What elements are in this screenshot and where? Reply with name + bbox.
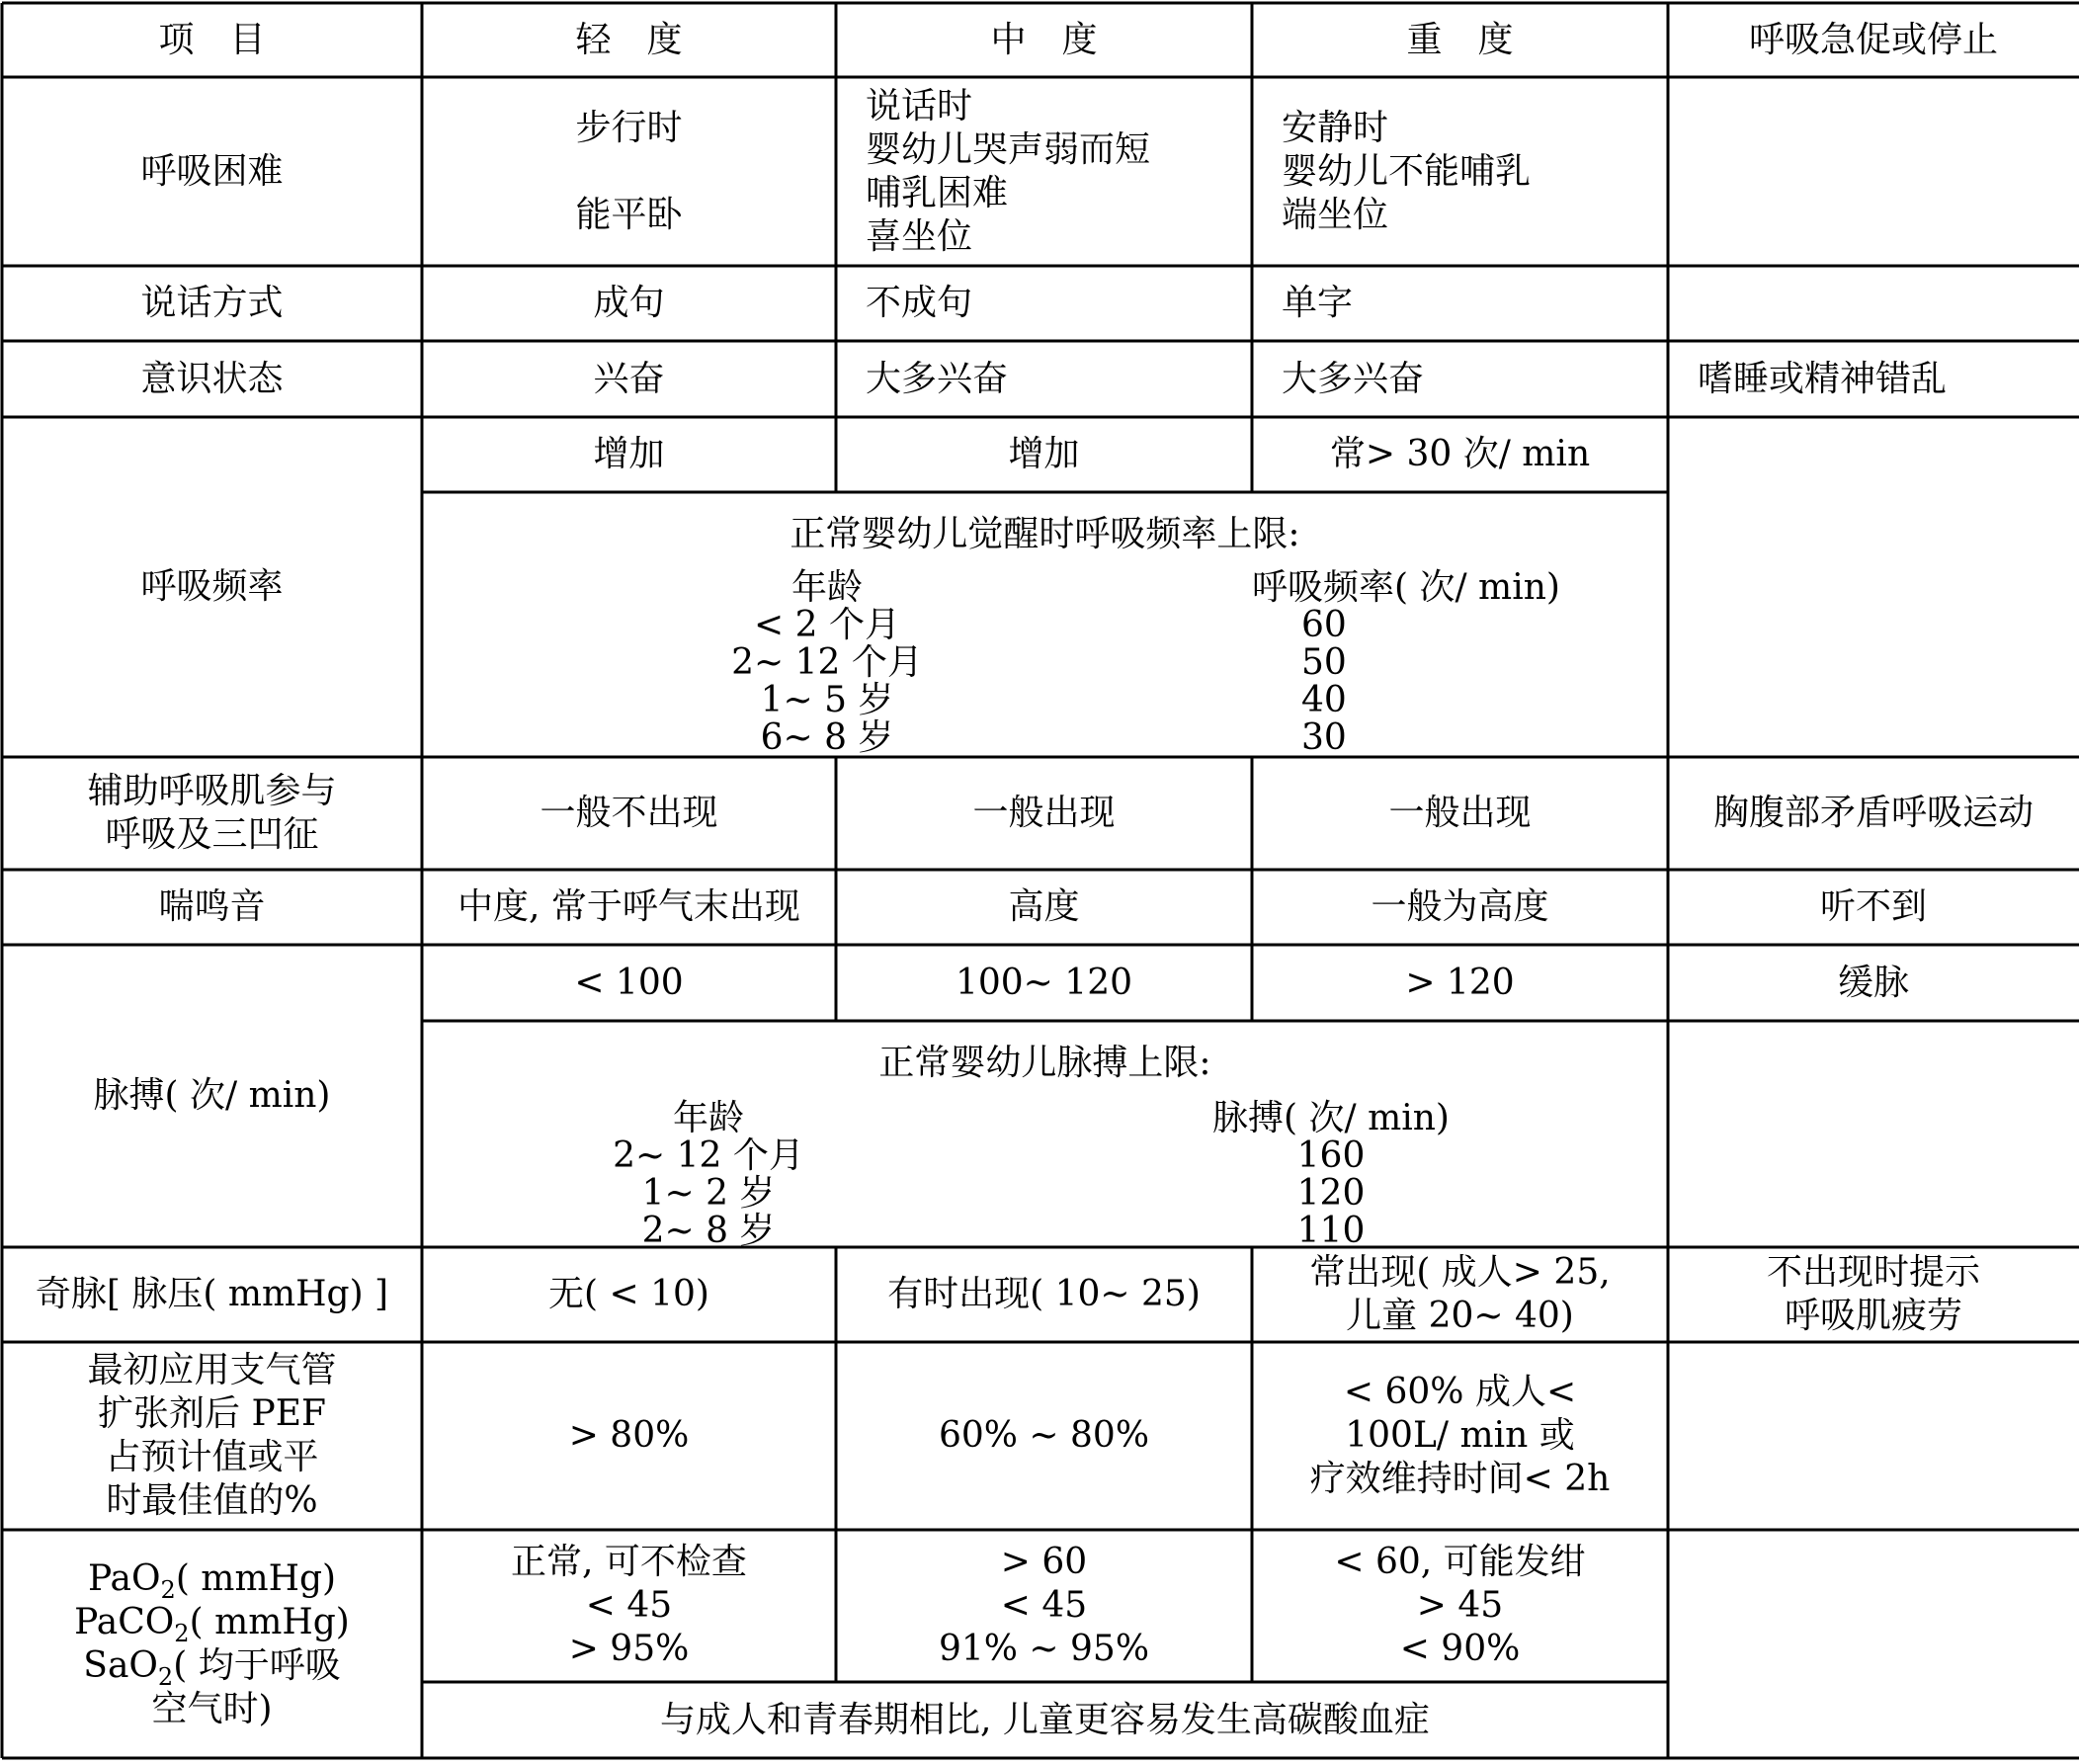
dyspnea-imminent bbox=[1668, 77, 2079, 266]
pulse-reference bbox=[422, 1021, 1668, 1247]
header-item: 项 目 bbox=[158, 19, 266, 60]
pef-moderate: 60% ~ 80% bbox=[938, 1415, 1150, 1456]
header-mild: 轻 度 bbox=[575, 19, 683, 60]
label-paco2: PaCO$_2$( mmHg) bbox=[74, 1601, 350, 1647]
label-sao2: SaO$_2$( 均于呼吸 bbox=[83, 1644, 341, 1691]
pulse-age-header: 年龄 bbox=[672, 1098, 744, 1138]
resp-rate-value: 60 bbox=[1301, 605, 1347, 645]
resp-rate-age-value: 1~ 5 岁 bbox=[760, 680, 894, 720]
accessory-severe: 一般出现 bbox=[1388, 793, 1532, 833]
pulse-reference-imminent bbox=[1668, 1021, 2079, 1247]
paradox-mild: 无( < 10) bbox=[548, 1274, 709, 1314]
blood-gas-imminent bbox=[1668, 1530, 2079, 1758]
header-imminent: 呼吸急促或停止 bbox=[1748, 19, 1998, 60]
pulse-mild: < 100 bbox=[574, 962, 684, 1003]
resp-rate-mild: 增加 bbox=[593, 434, 665, 474]
consciousness-mild: 兴奋 bbox=[593, 358, 665, 399]
resp-rate-value-header: 呼吸频率( 次/ min) bbox=[1252, 567, 1560, 608]
pulse-age-value: 2~ 8 岁 bbox=[641, 1211, 776, 1247]
row-label-wheeze: 喘鸣音 bbox=[158, 886, 266, 927]
resp-rate-age-value: 6~ 8 岁 bbox=[760, 717, 894, 757]
row-label-pulse: 脉搏( 次/ min) bbox=[93, 1075, 331, 1116]
resp-rate-severe: 常> 30 次/ min bbox=[1329, 434, 1591, 474]
blood-gas-mild: 正常, 可不检查 < 45 > 95% bbox=[511, 1542, 747, 1669]
resp-rate-age-value: 2~ 12 个月 bbox=[731, 642, 923, 683]
accessory-mild: 一般不出现 bbox=[540, 793, 718, 833]
consciousness-moderate: 大多兴奋 bbox=[866, 358, 1009, 399]
pef-mild: > 80% bbox=[568, 1415, 690, 1456]
wheeze-mild: 中度, 常于呼气末出现 bbox=[457, 886, 800, 927]
pulse-value-header: 脉搏( 次/ min) bbox=[1212, 1098, 1450, 1138]
header-moderate: 中 度 bbox=[990, 19, 1098, 60]
pulse-age-value: 2~ 12 个月 bbox=[613, 1135, 804, 1176]
paradox-moderate: 有时出现( 10~ 25) bbox=[887, 1274, 1201, 1314]
row-label-paradox: 奇脉[ 脉压( mmHg) ] bbox=[35, 1274, 389, 1314]
pulse-imminent: 缓脉 bbox=[1837, 962, 1909, 1003]
resp-rate-reference-title: 正常婴幼儿觉醒时呼吸频率上限: bbox=[790, 514, 1300, 554]
speech-severe: 单字 bbox=[1282, 283, 1354, 323]
resp-rate-value: 50 bbox=[1301, 642, 1347, 683]
pef-severe: < 60% 成人< 100L/ min 或 疗效维持时间< 2h bbox=[1309, 1372, 1611, 1499]
pulse-reference-title: 正常婴幼儿脉搏上限: bbox=[878, 1043, 1211, 1083]
row-label-accessory: 辅助呼吸肌参与 呼吸及三凹征 bbox=[87, 771, 337, 855]
pulse-value-column bbox=[1203, 1100, 1459, 1247]
resp-rate-imminent bbox=[1668, 417, 2079, 757]
resp-rate-value-column bbox=[1252, 569, 1558, 757]
paradox-imminent: 不出现时提示 呼吸肌疲劳 bbox=[1766, 1252, 1980, 1336]
consciousness-severe: 大多兴奋 bbox=[1282, 358, 1425, 399]
consciousness-imminent: 嗜睡或精神错乱 bbox=[1698, 358, 1948, 399]
label-pao2: PaO$_2$( mmHg) bbox=[87, 1557, 337, 1604]
speech-moderate: 不成句 bbox=[866, 283, 973, 323]
pulse-moderate: 100~ 120 bbox=[955, 962, 1133, 1003]
resp-rate-moderate: 增加 bbox=[1008, 434, 1080, 474]
pef-imminent bbox=[1668, 1342, 2079, 1530]
pulse-value: 160 bbox=[1296, 1135, 1366, 1176]
resp-rate-reference bbox=[422, 492, 1668, 757]
wheeze-moderate: 高度 bbox=[1008, 886, 1080, 927]
resp-rate-value: 30 bbox=[1301, 717, 1347, 757]
pulse-value: 120 bbox=[1296, 1173, 1366, 1214]
resp-rate-age-column bbox=[689, 569, 965, 757]
resp-rate-age-value: < 2 个月 bbox=[754, 605, 900, 645]
row-label-resp-rate: 呼吸频率 bbox=[140, 566, 284, 607]
pulse-severe: > 120 bbox=[1405, 962, 1515, 1003]
blood-gas-note: 与成人和青春期相比, 儿童更容易发生高碳酸血症 bbox=[660, 1699, 1430, 1740]
wheeze-imminent: 听不到 bbox=[1819, 886, 1927, 927]
speech-mild: 成句 bbox=[593, 283, 665, 323]
pulse-value: 110 bbox=[1296, 1211, 1366, 1247]
blood-gas-moderate: > 60 < 45 91% ~ 95% bbox=[938, 1542, 1150, 1669]
row-label-pef: 最初应用支气管 扩张剂后 PEF 占预计值或平 时最佳值的% bbox=[87, 1350, 337, 1521]
header-severe: 重 度 bbox=[1406, 19, 1514, 60]
dyspnea-severe: 安静时 婴幼儿不能哺乳 端坐位 bbox=[1282, 107, 1532, 235]
accessory-imminent: 胸腹部矛盾呼吸运动 bbox=[1712, 793, 2034, 833]
dyspnea-moderate: 说话时 婴幼儿哭声弱而短 哺乳困难 喜坐位 bbox=[866, 85, 1151, 257]
accessory-moderate: 一般出现 bbox=[972, 793, 1116, 833]
resp-rate-age-header: 年龄 bbox=[790, 567, 863, 608]
blood-gas-severe: < 60, 可能发绀 > 45 < 90% bbox=[1334, 1542, 1586, 1669]
wheeze-severe: 一般为高度 bbox=[1371, 886, 1549, 927]
dyspnea-mild: 步行时 能平卧 bbox=[575, 107, 683, 235]
paradox-severe: 常出现( 成人> 25, 儿童 20~ 40) bbox=[1309, 1252, 1611, 1336]
resp-rate-value: 40 bbox=[1301, 680, 1347, 720]
pulse-age-column bbox=[580, 1100, 837, 1247]
row-label-dyspnea: 呼吸困难 bbox=[140, 150, 284, 192]
pulse-age-value: 1~ 2 岁 bbox=[641, 1173, 776, 1214]
row-label-speech: 说话方式 bbox=[140, 283, 284, 323]
row-label-consciousness: 意识状态 bbox=[140, 358, 284, 399]
speech-imminent bbox=[1668, 266, 2079, 341]
row-label-blood-gas: PaO$_2$( mmHg) PaCO$_2$( mmHg) SaO$_2$( 均于呼吸 空气时) bbox=[74, 1557, 350, 1729]
